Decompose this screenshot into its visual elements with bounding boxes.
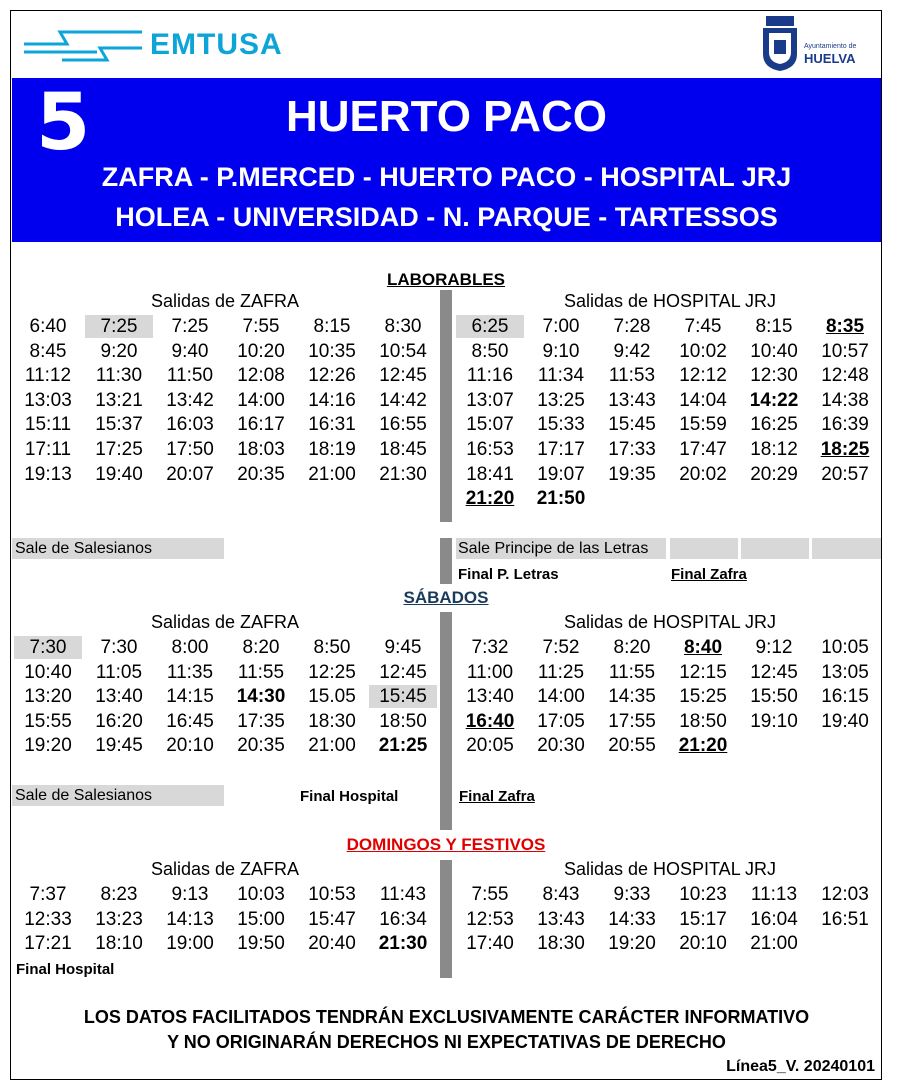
departure-time: 19:10 [750, 710, 798, 732]
departure-time: 12:53 [466, 908, 514, 930]
departure-time: 15:47 [308, 908, 356, 930]
departure-time: 8:50 [471, 340, 509, 362]
departure-time: 6:40 [29, 316, 67, 337]
departure-time: 14:30 [236, 686, 286, 708]
departure-time: 8:43 [542, 884, 580, 905]
departure-time: 17:21 [24, 933, 72, 955]
departure-time: 19:40 [821, 710, 869, 732]
departure-time: 20:30 [537, 735, 585, 757]
departure-time: 11:16 [466, 365, 514, 387]
final-hospital: Final Hospital [16, 961, 115, 978]
version-label: Línea5_V. 20240101 [726, 1058, 875, 1075]
departure-time: 14:00 [237, 389, 285, 411]
departure-time: 20:35 [237, 735, 285, 757]
departure-time: 14:00 [537, 686, 585, 708]
departure-time: 12:30 [750, 365, 798, 387]
departure-time: 12:33 [24, 908, 72, 930]
departure-time: 13:21 [95, 389, 143, 411]
departure-time: 12:12 [679, 365, 727, 387]
section-title-domingos: DOMINGOS Y FESTIVOS [346, 835, 546, 854]
departure-time: 19:00 [166, 933, 214, 955]
final-zafra: Final Zafra [671, 566, 747, 583]
departure-time: 11:35 [166, 661, 214, 683]
departure-time: 9:33 [613, 884, 651, 905]
departure-time: 7:00 [542, 316, 580, 337]
final-zafra: Final Zafra [459, 788, 535, 805]
departure-time: 19:13 [24, 463, 72, 485]
departure-time: 18:10 [95, 933, 143, 955]
departure-time: 12:15 [679, 661, 727, 683]
center-divider [440, 290, 452, 522]
departure-time: 12:26 [308, 365, 356, 387]
departure-time: 7:28 [613, 316, 651, 337]
departure-time: 8:45 [29, 340, 67, 362]
departure-time: 14:04 [679, 389, 727, 411]
departure-time: 18:45 [379, 439, 427, 460]
section-title-laborables: LABORABLES [386, 270, 506, 289]
note-box [670, 538, 738, 559]
note-principe-letras: Sale Principe de las Letras [458, 540, 649, 557]
departure-time: 10:40 [24, 661, 72, 683]
departure-time: 14:35 [608, 686, 656, 708]
departure-time: 20:07 [166, 463, 214, 485]
center-divider [440, 538, 452, 584]
departure-time: 19:40 [95, 463, 143, 485]
departure-time: 13:42 [166, 389, 214, 411]
disclaimer-line-1: LOS DATOS FACILITADOS TENDRÁN EXCLUSIVAMENTE CARÁCTER INFORMATIVO [83, 1007, 810, 1027]
departure-time: 16:20 [95, 710, 143, 732]
departure-time: 7:55 [242, 316, 280, 337]
departure-time: 10:35 [308, 340, 356, 362]
departure-time: 8:50 [313, 637, 351, 658]
departure-time: 12:45 [379, 365, 427, 387]
departure-time: 14:22 [749, 389, 799, 411]
departure-time: 20:05 [466, 735, 514, 757]
departure-time: 14:42 [379, 389, 427, 411]
departure-time: 12:45 [379, 661, 427, 683]
departure-time: 10:05 [821, 637, 869, 658]
departure-time: 16:25 [750, 414, 798, 436]
section-title-sabados: SÁBADOS [403, 588, 489, 607]
departure-time: 11:55 [608, 661, 656, 683]
departure-time: 7:25 [85, 315, 153, 338]
departure-time: 21:30 [378, 933, 428, 955]
departure-time: 18:19 [308, 439, 356, 460]
departure-time: 10:40 [750, 340, 798, 362]
departure-time: 8:23 [100, 884, 138, 905]
final-hospital: Final Hospital [300, 788, 399, 805]
departure-time: 19:45 [95, 735, 143, 757]
departure-time: 8:20 [613, 637, 651, 658]
departure-time: 11:30 [95, 365, 143, 387]
departure-time: 14:13 [166, 908, 214, 930]
departure-time: 15:50 [750, 686, 798, 708]
departure-time: 13:23 [95, 908, 143, 930]
departure-time: 16:04 [750, 908, 798, 930]
departure-time: 19:50 [237, 933, 285, 955]
departure-time: 10:03 [237, 884, 285, 905]
departure-time: 8:15 [755, 316, 793, 337]
departure-time: 17:05 [537, 710, 585, 732]
departure-time: 14:38 [821, 389, 869, 411]
route-line-1: ZAFRA - P.MERCED - HUERTO PACO - HOSPITAL JRJ [101, 162, 792, 192]
departure-time: 20:55 [608, 735, 656, 757]
departure-time: 10:20 [237, 340, 285, 362]
note-box [812, 538, 881, 559]
departure-time: 19:07 [537, 463, 585, 485]
departure-time: 13:03 [24, 389, 72, 411]
departure-time: 18:03 [237, 439, 285, 460]
left-column-title: Salidas de ZAFRA [150, 291, 300, 311]
right-column-title: Salidas de HOSPITAL JRJ [563, 612, 777, 632]
departure-time: 7:55 [471, 884, 509, 905]
departure-time: 17:25 [95, 439, 143, 460]
departure-time: 21:00 [308, 463, 356, 485]
departure-time: 19:35 [608, 463, 656, 485]
departure-time: 21:30 [379, 463, 427, 485]
departure-time: 11:50 [166, 365, 214, 387]
departure-time: 21:20 [678, 735, 728, 757]
departure-time: 8:35 [825, 316, 865, 337]
departure-time: 15:37 [95, 414, 143, 436]
departure-time: 9:12 [755, 637, 793, 658]
departure-time: 13:43 [608, 389, 656, 411]
departure-time: 21:25 [378, 735, 428, 757]
departure-time: 17:33 [608, 439, 656, 460]
departure-time: 13:40 [466, 686, 514, 708]
right-column-title: Salidas de HOSPITAL JRJ [563, 859, 777, 879]
departure-time: 8:00 [171, 637, 209, 658]
departure-time: 16:17 [237, 414, 285, 436]
departure-time: 13:25 [537, 389, 585, 411]
departure-time: 7:25 [171, 316, 209, 337]
departure-time: 10:02 [679, 340, 727, 362]
departure-time: 18:41 [466, 463, 514, 485]
departure-time: 10:57 [821, 340, 869, 362]
departure-time: 17:50 [166, 439, 214, 460]
departure-time: 9:42 [613, 340, 651, 362]
departure-time: 15:59 [679, 414, 727, 436]
departure-time: 12:03 [821, 884, 869, 905]
departure-time: 18:12 [750, 439, 798, 460]
departure-time: 14:33 [608, 908, 656, 930]
departure-time: 15:25 [679, 686, 727, 708]
departure-time: 15:33 [537, 414, 585, 436]
departure-time: 10:53 [308, 884, 356, 905]
departure-time: 11:34 [537, 365, 585, 387]
departure-time: 20:02 [679, 463, 727, 485]
departure-time: 9:40 [171, 340, 209, 362]
departure-time: 13:40 [95, 686, 143, 708]
departure-time: 15:07 [466, 414, 514, 436]
departure-time: 7:30 [100, 637, 138, 658]
departure-time: 16:15 [821, 686, 869, 708]
departure-time: 12:25 [308, 661, 356, 683]
departure-time: 11:00 [466, 661, 514, 683]
departure-time: 16:51 [821, 908, 869, 930]
departure-time: 16:55 [379, 414, 427, 436]
departure-time: 17:11 [24, 439, 72, 460]
departure-time: 10:23 [679, 884, 727, 905]
departure-time: 8:30 [384, 316, 422, 337]
departure-time: 17:47 [679, 439, 727, 460]
line-banner [12, 78, 881, 242]
departure-time: 7:45 [684, 316, 722, 337]
departure-time: 15:11 [24, 414, 72, 436]
center-divider [440, 612, 452, 830]
departure-time: 15.05 [308, 686, 356, 708]
departure-time: 6:25 [456, 315, 524, 338]
departure-time: 18:50 [679, 710, 727, 732]
departure-time: 17:35 [237, 710, 285, 732]
departure-time: 11:05 [95, 661, 143, 683]
city-caption: HUELVA [804, 51, 856, 66]
departure-time: 17:17 [537, 439, 585, 460]
departure-time: 20:10 [679, 933, 727, 955]
departure-time: 12:48 [821, 365, 869, 387]
departure-time: 16:40 [465, 710, 515, 732]
departure-time: 16:45 [166, 710, 214, 732]
departure-time: 21:00 [308, 735, 356, 757]
departure-time: 16:31 [308, 414, 356, 436]
departure-time: 15:45 [608, 414, 656, 436]
departure-time: 21:50 [536, 488, 586, 510]
departure-time: 12:45 [750, 661, 798, 683]
departure-time: 20:35 [237, 463, 285, 485]
departure-time: 8:40 [683, 637, 723, 658]
departure-time: 20:57 [821, 463, 869, 485]
departure-time: 15:17 [679, 908, 727, 930]
disclaimer-line-2: Y NO ORIGINARÁN DERECHOS NI EXPECTATIVAS DE DERECHO [167, 1032, 726, 1052]
departure-time: 13:43 [537, 908, 585, 930]
departure-time: 17:55 [608, 710, 656, 732]
departure-time: 21:00 [750, 933, 798, 955]
departure-time: 13:05 [821, 661, 869, 683]
city-caption-small: Ayuntamiento de [804, 43, 857, 50]
departure-time: 19:20 [24, 735, 72, 757]
departure-time: 21:20 [465, 488, 515, 510]
departure-time: 17:40 [466, 933, 514, 955]
line-name: HUERTO PACO [285, 92, 608, 141]
departure-time: 11:25 [537, 661, 585, 683]
departure-time: 18:50 [379, 710, 427, 732]
line-number: 5 [36, 78, 91, 168]
departure-time: 20:40 [308, 933, 356, 955]
final-p-letras: Final P. Letras [458, 566, 559, 583]
departure-time: 9:10 [542, 340, 580, 362]
departure-time: 16:03 [166, 414, 214, 436]
departure-time: 11:53 [608, 365, 656, 387]
departure-time: 18:30 [308, 710, 356, 732]
departure-time: 13:20 [24, 686, 72, 708]
departure-time: 11:12 [24, 365, 72, 387]
note-box [741, 538, 809, 559]
route-line-2: HOLEA - UNIVERSIDAD - N. PARQUE - TARTESSOS [115, 202, 778, 232]
center-divider [440, 860, 452, 978]
right-column-title: Salidas de HOSPITAL JRJ [563, 291, 777, 311]
departure-time: 9:20 [100, 340, 138, 362]
departure-time: 20:10 [166, 735, 214, 757]
departure-time: 7:30 [14, 636, 82, 659]
departure-time: 14:15 [166, 686, 214, 708]
departure-time: 7:32 [471, 637, 509, 658]
departure-time: 14:16 [308, 389, 356, 411]
departure-time: 16:39 [821, 414, 869, 436]
company-name: EMTUSA [150, 28, 283, 61]
huelva-crest-icon [760, 16, 800, 72]
departure-time: 13:07 [466, 389, 514, 411]
departure-time: 7:52 [542, 637, 580, 658]
departure-time: 16:53 [466, 439, 514, 460]
departure-time: 15:55 [24, 710, 72, 732]
departure-time: 15:00 [237, 908, 285, 930]
departure-time: 18:25 [820, 439, 870, 460]
emtusa-logo-icon [22, 24, 147, 68]
departure-time: 11:13 [750, 884, 798, 905]
departure-time: 20:29 [750, 463, 798, 485]
departure-time: 8:15 [313, 316, 351, 337]
departure-time: 12:08 [237, 365, 285, 387]
note-salesianos: Sale de Salesianos [15, 540, 152, 557]
left-column-title: Salidas de ZAFRA [150, 612, 300, 632]
departure-time: 10:54 [379, 340, 427, 362]
departure-time: 16:34 [379, 908, 427, 930]
departure-time: 9:13 [171, 884, 209, 905]
departure-time: 15:45 [369, 685, 437, 708]
departure-time: 11:43 [379, 884, 427, 905]
departure-time: 9:45 [384, 637, 422, 658]
departure-time: 19:20 [608, 933, 656, 955]
note-salesianos: Sale de Salesianos [15, 787, 152, 804]
departure-time: 18:30 [537, 933, 585, 955]
departure-time: 7:37 [29, 884, 67, 905]
departure-time: 8:20 [242, 637, 280, 658]
departure-time: 11:55 [237, 661, 285, 683]
left-column-title: Salidas de ZAFRA [150, 859, 300, 879]
